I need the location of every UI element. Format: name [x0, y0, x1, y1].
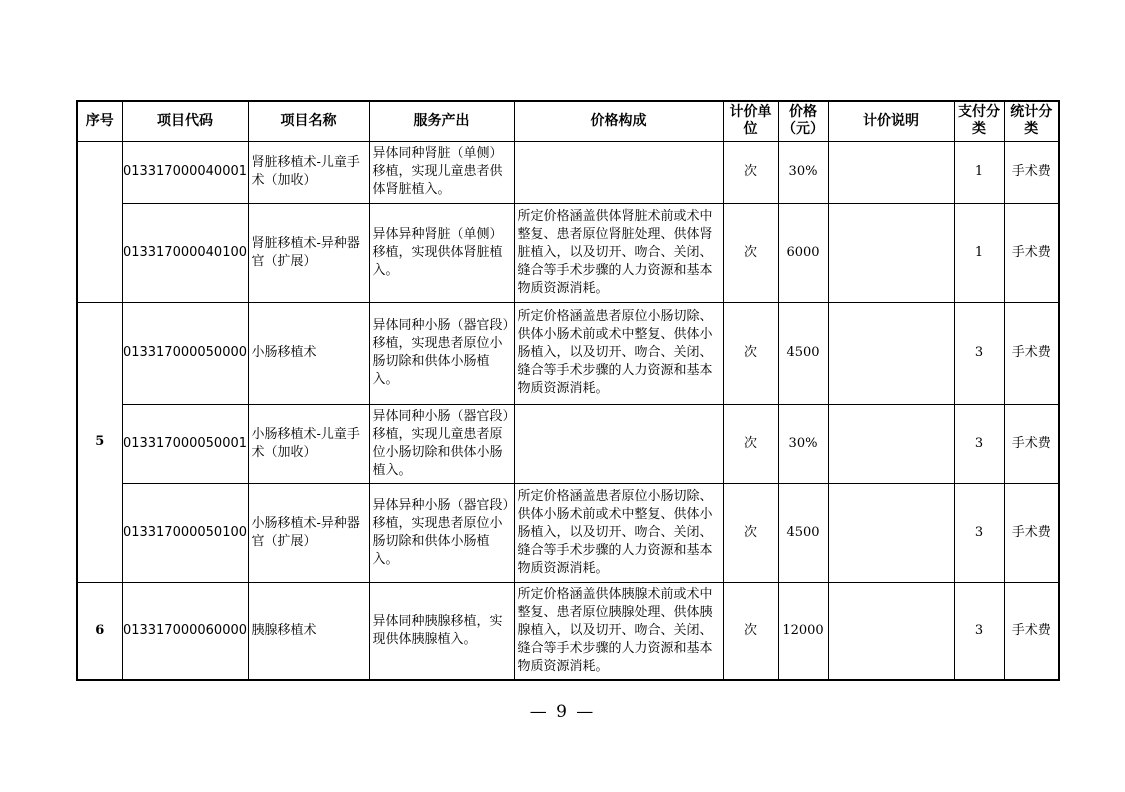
row-code: 013317000050001	[122, 404, 248, 483]
row-seq: 6	[77, 582, 122, 680]
row-output: 异体同种小肠（器官段）移植，实现患者原位小肠切除和供体小肠植入。	[369, 302, 514, 404]
row-name: 小肠移植术	[248, 302, 369, 404]
row-pay-class: 1	[954, 203, 1004, 302]
header-name: 项目名称	[248, 101, 369, 141]
row-pay-class: 3	[954, 582, 1004, 680]
row-unit: 次	[723, 302, 778, 404]
row-code: 013317000040001	[122, 141, 248, 203]
row-stat-class: 手术费	[1004, 203, 1059, 302]
row-note	[828, 203, 954, 302]
header-note: 计价说明	[828, 101, 954, 141]
row-name: 肾脏移植术-儿童手术（加收）	[248, 141, 369, 203]
row-composition	[514, 141, 723, 203]
header-output: 服务产出	[369, 101, 514, 141]
row-composition: 所定价格涵盖供体肾脏术前或术中整复、患者原位肾脏处理、供体肾脏植入，以及切开、吻合、关闭、缝合等手术步骤的人力资源和基本物质资源消耗。	[514, 203, 723, 302]
row-pay-class: 3	[954, 483, 1004, 582]
row-note	[828, 141, 954, 203]
row-price: 12000	[778, 582, 828, 680]
row-composition: 所定价格涵盖供体胰腺术前或术中整复、患者原位胰腺处理、供体胰腺植入，以及切开、吻合、关闭、缝合等手术步骤的人力资源和基本物质资源消耗。	[514, 582, 723, 680]
row-stat-class: 手术费	[1004, 404, 1059, 483]
row-note	[828, 404, 954, 483]
row-stat-class: 手术费	[1004, 302, 1059, 404]
row-note	[828, 302, 954, 404]
row-composition	[514, 404, 723, 483]
header-code: 项目代码	[122, 101, 248, 141]
row-composition: 所定价格涵盖患者原位小肠切除、供体小肠术前或术中整复、供体小肠植入，以及切开、吻合、关闭、缝合等手术步骤的人力资源和基本物质资源消耗。	[514, 302, 723, 404]
row-note	[828, 483, 954, 582]
table-row	[77, 203, 1059, 302]
row-name: 小肠移植术-异种器官（扩展）	[248, 483, 369, 582]
row-stat-class: 手术费	[1004, 582, 1059, 680]
row-output: 异体异种小肠（器官段）移植，实现患者原位小肠切除和供体小肠植入。	[369, 483, 514, 582]
row-pay-class: 3	[954, 302, 1004, 404]
pricing-table	[76, 100, 1060, 681]
row-composition: 所定价格涵盖患者原位小肠切除、供体小肠术前或术中整复、供体小肠植入，以及切开、吻合、关闭、缝合等手术步骤的人力资源和基本物质资源消耗。	[514, 483, 723, 582]
header-stat-class: 统计分类	[1004, 101, 1059, 141]
row-output: 异体同种小肠（器官段）移植，实现儿童患者原位小肠切除和供体小肠植入。	[369, 404, 514, 483]
table-row	[77, 302, 1059, 404]
header-pay-class: 支付分类	[954, 101, 1004, 141]
row-output: 异体异种肾脏（单侧）移植，实现供体肾脏植入。	[369, 203, 514, 302]
table-row	[77, 582, 1059, 680]
row-output: 异体同种胰腺移植，实现供体胰腺植入。	[369, 582, 514, 680]
row-unit: 次	[723, 141, 778, 203]
row-unit: 次	[723, 404, 778, 483]
row-unit: 次	[723, 483, 778, 582]
row-pay-class: 3	[954, 404, 1004, 483]
row-stat-class: 手术费	[1004, 483, 1059, 582]
header-unit: 计价单位	[723, 101, 778, 141]
row-price: 4500	[778, 302, 828, 404]
row-pay-class: 1	[954, 141, 1004, 203]
row-name: 肾脏移植术-异种器官（扩展）	[248, 203, 369, 302]
row-code: 013317000050000	[122, 302, 248, 404]
row-stat-class: 手术费	[1004, 141, 1059, 203]
row-name: 胰腺移植术	[248, 582, 369, 680]
row-price: 30%	[778, 404, 828, 483]
row-price: 30%	[778, 141, 828, 203]
page-number: — 9 —	[529, 702, 596, 722]
header-composition: 价格构成	[514, 101, 723, 141]
row-output: 异体同种肾脏（单侧）移植，实现儿童患者供体肾脏植入。	[369, 141, 514, 203]
row-price: 4500	[778, 483, 828, 582]
row-code: 013317000040100	[122, 203, 248, 302]
header-price: 价格（元）	[778, 101, 828, 141]
row-seq	[77, 141, 122, 302]
table-row	[77, 404, 1059, 483]
row-note	[828, 582, 954, 680]
row-price: 6000	[778, 203, 828, 302]
row-code: 013317000060000	[122, 582, 248, 680]
row-name: 小肠移植术-儿童手术（加收）	[248, 404, 369, 483]
row-seq: 5	[77, 302, 122, 582]
row-unit: 次	[723, 582, 778, 680]
row-code: 013317000050100	[122, 483, 248, 582]
header-seq: 序号	[77, 101, 122, 141]
table-header-row	[77, 101, 1059, 141]
table-row	[77, 483, 1059, 582]
table-row	[77, 141, 1059, 203]
row-unit: 次	[723, 203, 778, 302]
